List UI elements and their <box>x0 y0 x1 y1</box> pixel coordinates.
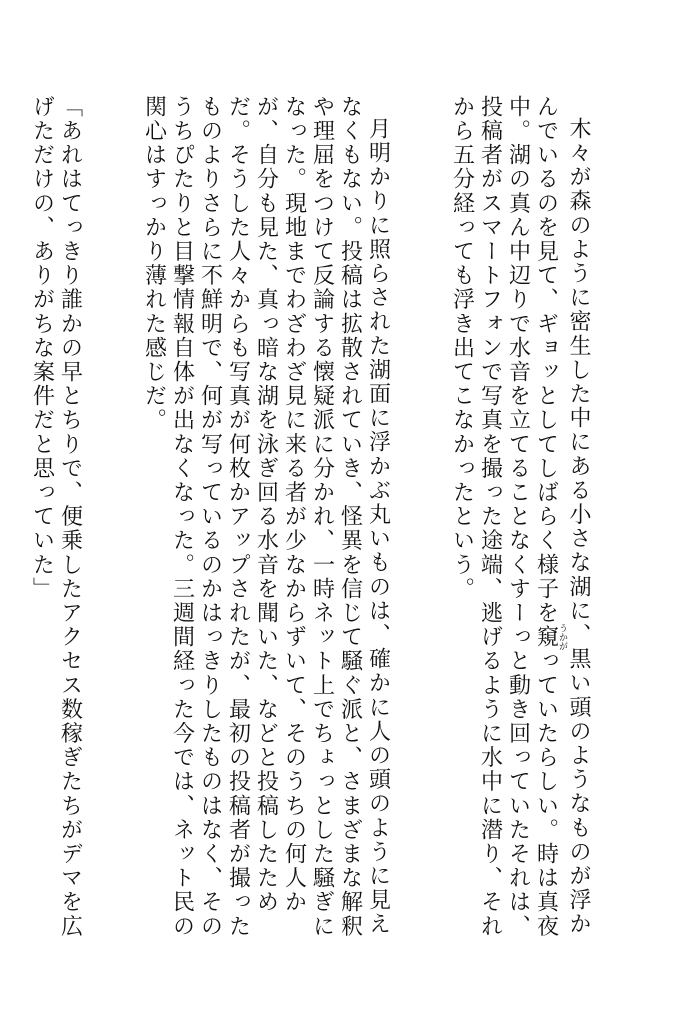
line-12: 「あれはてっきり誰かの早とちりで、便乗したアクセス数稼ぎたちがデマを広げただけの、あ <box>29 95 83 939</box>
line-9: 稿したためだ。そうした人々からも写真が何枚かアップされたが、最初の投稿者が撮ったもの <box>197 95 279 939</box>
line-8: らずいて、そのうちの何人かが、自分も見た、真っ暗な湖を泳ぎ回る水音を聞いた、などと投 <box>253 95 307 915</box>
line-10: よりさらに不鮮明で、何が写っているのかはっきりしたものはなく、そのうちぴたりと目撃情 <box>169 95 223 939</box>
line-2b: っていたらしい。時は真夜中。湖の真ん中辺りで水音を立 <box>505 95 559 939</box>
body-text <box>0 95 648 955</box>
line-4: 逃げるように水中に潜り、それから五分経っても浮き出てこなかったという。 <box>449 95 503 939</box>
line-13: りがちな案件だと思っていた」 <box>29 263 55 602</box>
paragraph-2 <box>140 95 392 955</box>
line-5: 月明かりに照らされた湖面に浮かぶ丸いものは、確かに人の頭のように見えなくもない。投 <box>337 95 391 937</box>
line-7: に分かれ、一時ネット上でちょっとした騒ぎになった。現地までわざわざ見に来る者が少なか <box>281 95 335 939</box>
ruby-word: 窺うかが <box>533 623 567 651</box>
line-2a: て、ギョッとしてしばらく様子を <box>533 263 559 626</box>
line-6: 稿は拡散されていき、怪異を信じて騒ぐ派と、さまざまな解釈や理屈をつけて反論する懐疑派 <box>309 95 363 939</box>
paragraph-3-dialogue <box>28 95 84 955</box>
line-11: 報自体が出なくなった。三週間経った今では、ネット民の関心はすっかり薄れた感じだ。 <box>141 95 195 939</box>
line-1: 木々が森のように密生した中にある小さな湖に、黒い頭のようなものが浮かんでいるのを見 <box>533 95 591 937</box>
line-3: てることなくすーっと動き回っていたそれは、投稿者がスマートフォンで写真を撮った途端、 <box>477 95 531 939</box>
paragraph-1 <box>448 95 593 955</box>
